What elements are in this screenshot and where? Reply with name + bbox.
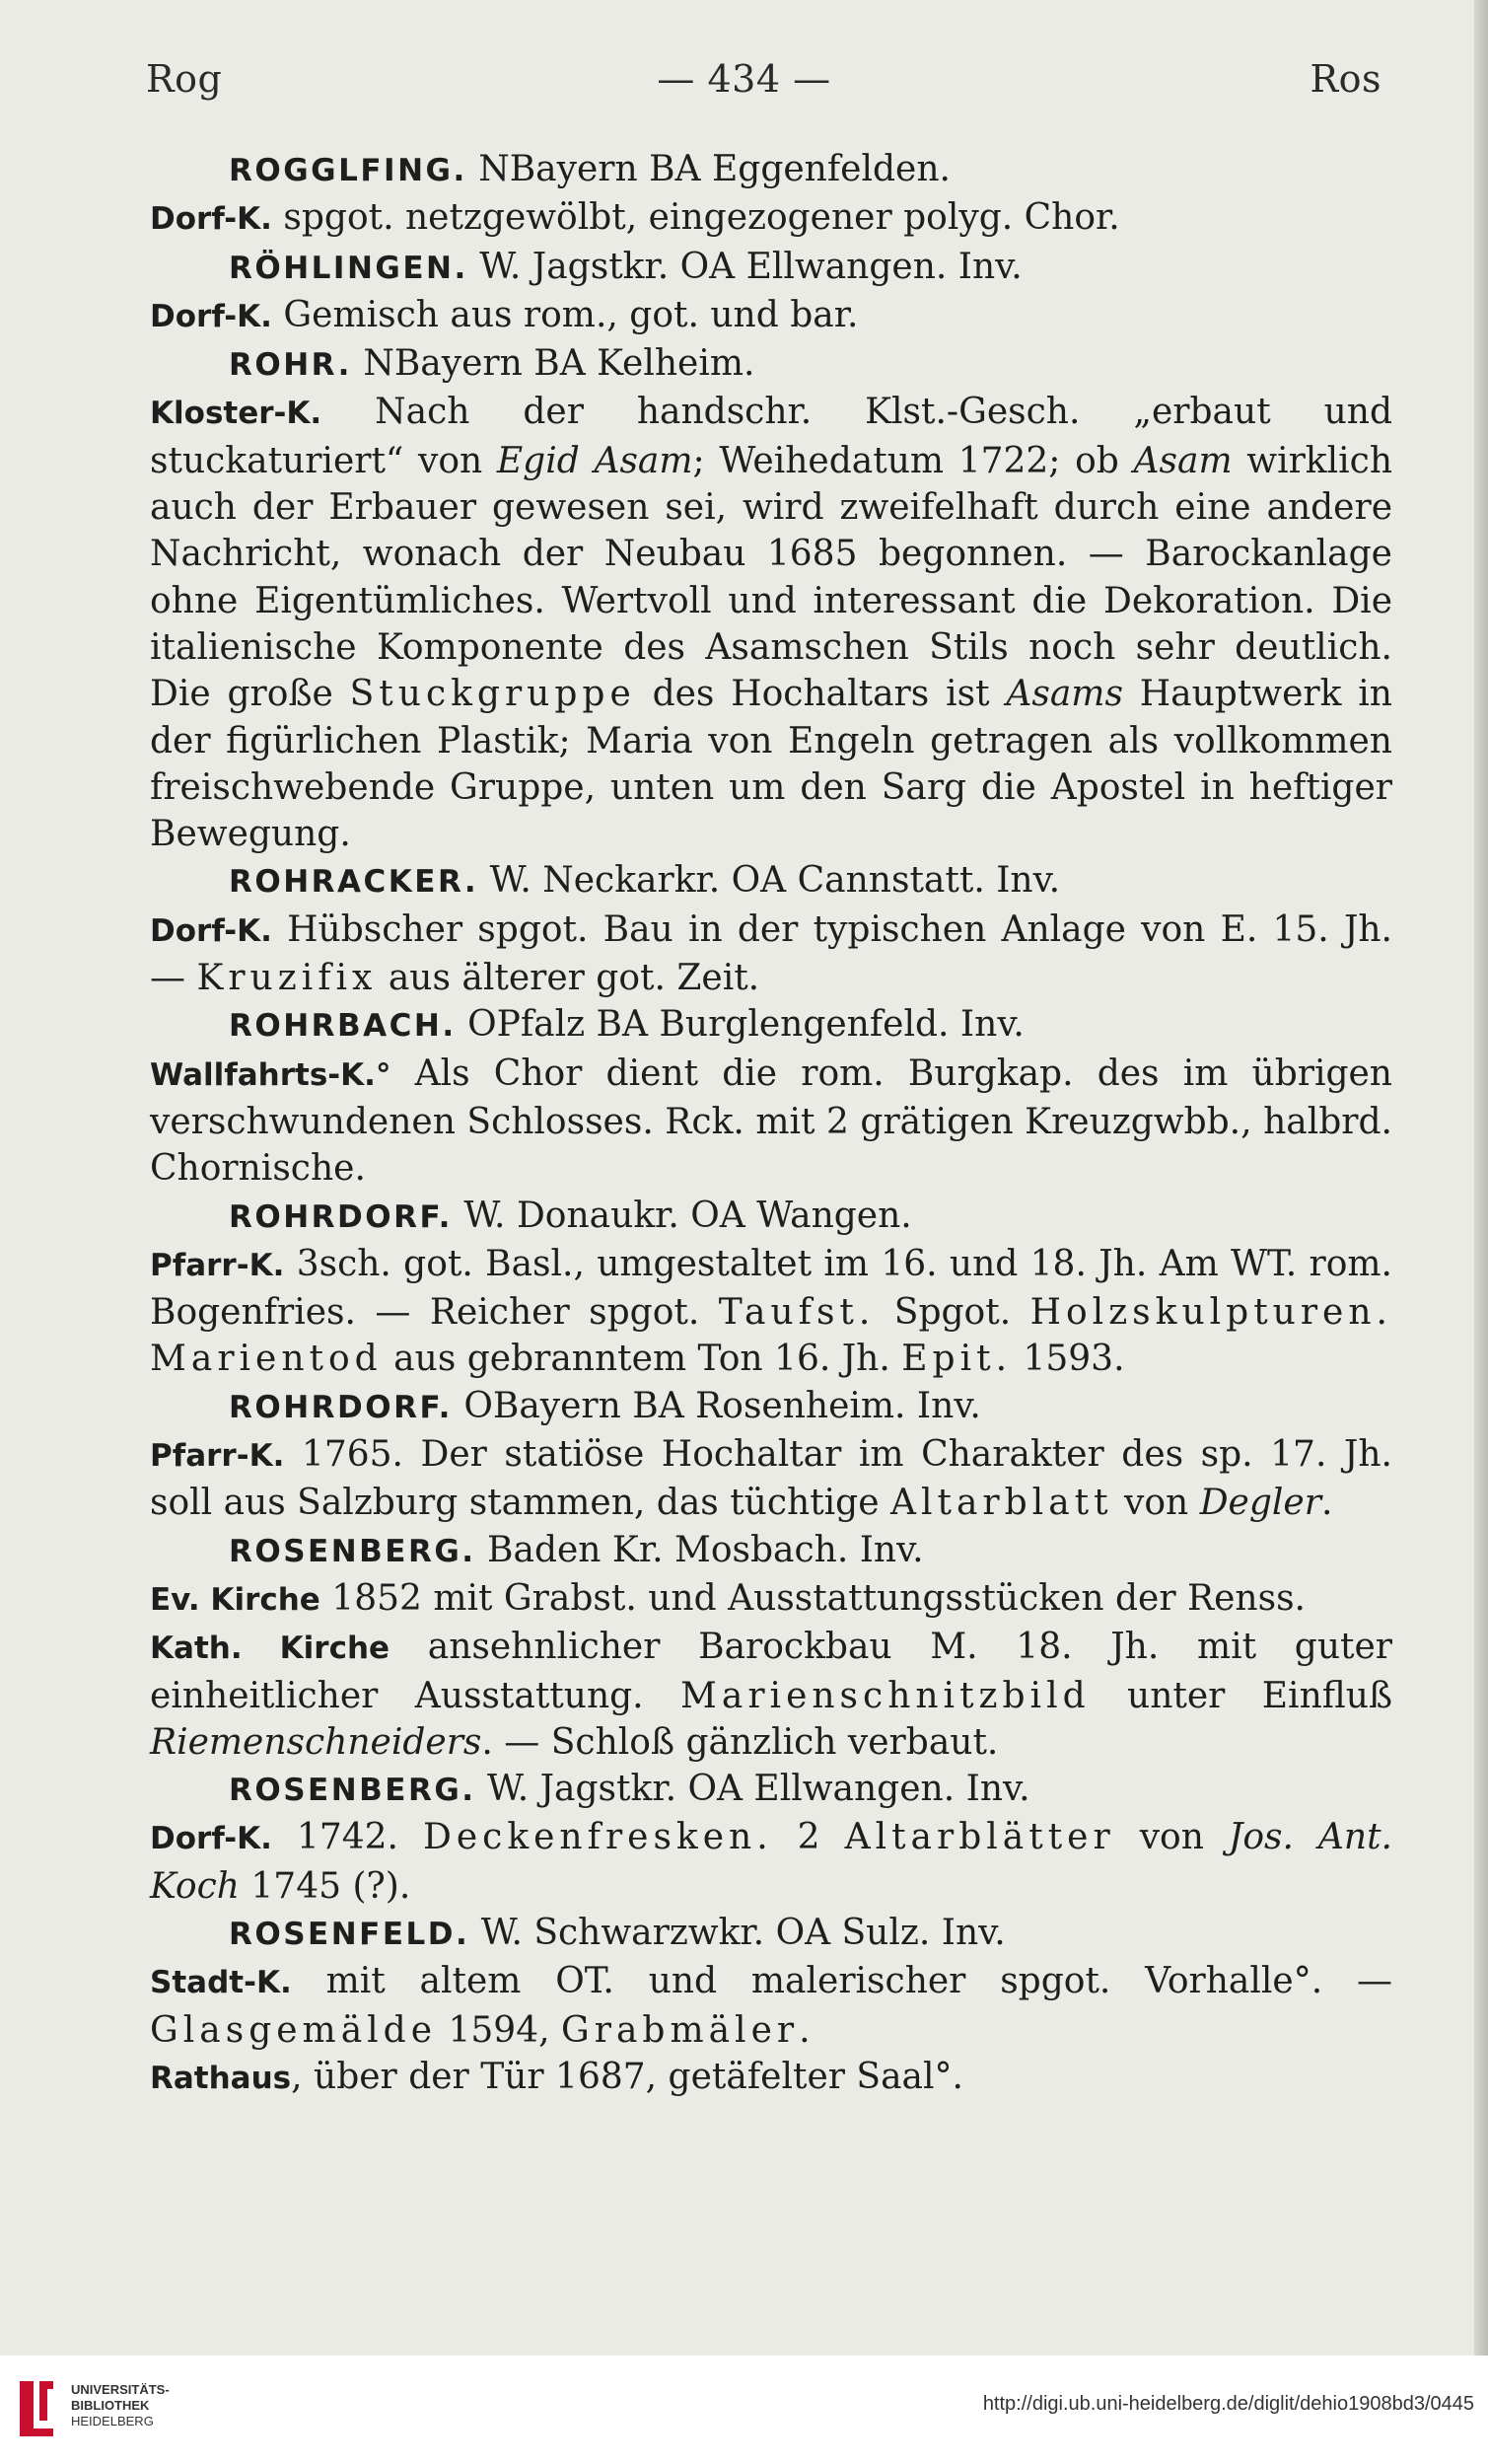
place-heading <box>150 146 1392 194</box>
place-name: ROHR. <box>229 347 352 384</box>
spaced-term: Altarblätter <box>844 1817 1115 1858</box>
entry: Kath. Kirche ansehnlicher Barockbau M. 18. Jh. mit guter einheitlicher Ausstattung. Marienschnitzbild unter Einfluß Riemenschneiders. — Schloß gänzlich verbaut. <box>150 1627 1392 1763</box>
spaced-term: Epit. <box>901 1339 1013 1380</box>
entry: Dorf-K. 1742. Deckenfresken. 2 Altarblätter von Jos. Ant. Koch 1745 (?). <box>150 1817 1392 1907</box>
heidelberg-library-logo-icon <box>14 2373 61 2444</box>
spaced-term: Holzskulpturen. Marientod <box>150 1292 1392 1380</box>
place-location: W. Schwarzwkr. OA Sulz. Inv. <box>469 1912 1006 1953</box>
entry: Pfarr-K. 3sch. got. Basl., umgestaltet im 16. und 18. Jh. Am WT. rom. Bogenfries. — Reicher spgot. Taufst. Spgot. Holzskulpturen. Marientod aus gebranntem Ton 16. Jh. Epit. 1593. <box>150 1243 1392 1380</box>
place-name: ROHRDORF. <box>229 1198 453 1235</box>
place-heading <box>150 1766 1392 1814</box>
building-name: Pfarr-K. <box>150 1247 285 1283</box>
place-name: ROHRBACH. <box>229 1008 457 1045</box>
building-name: Wallfahrts-K.° <box>150 1056 391 1093</box>
place-location: W. Neckarkr. OA Cannstatt. Inv. <box>478 860 1061 902</box>
place-heading <box>150 857 1392 906</box>
place-location: NBayern BA Eggenfelden. <box>466 149 951 189</box>
building-name: Dorf-K. <box>150 912 272 949</box>
place-name: ROGGLFING. <box>229 153 467 188</box>
library-name: UNIVERSITÄTS- BIBLIOTHEK HEIDELBERG <box>71 2382 170 2428</box>
place-heading <box>150 1383 1392 1431</box>
entry: Dorf-K. Gemisch aus rom., got. und bar. <box>150 294 859 335</box>
place-heading <box>150 1527 1392 1575</box>
building-name: Pfarr-K. <box>150 1438 285 1475</box>
body-text <box>150 146 1392 2102</box>
artist-name: Asam <box>1133 440 1233 481</box>
entry: Ev. Kirche 1852 mit Grabst. und Ausstattungsstücken der Renss. <box>150 1577 1306 1619</box>
spaced-term: Stuckgruppe <box>349 674 636 715</box>
place-location: Baden Kr. Mosbach. Inv. <box>475 1529 924 1570</box>
entry: Stadt-K. mit altem OT. und malerischer spgot. Vorhalle°. — Glasgemälde 1594, Grabmäler. <box>150 1961 1392 2051</box>
building-name: Dorf-K. <box>150 298 272 334</box>
place-heading <box>150 1910 1392 1958</box>
place-heading <box>150 1193 1392 1241</box>
building-name: Kloster-K. <box>150 396 322 432</box>
spaced-term: Taufst. <box>718 1292 876 1334</box>
spaced-term: Altarblatt <box>889 1483 1113 1524</box>
page-number: — 434 — <box>657 57 831 101</box>
entry: Kloster-K. Nach der handschr. Klst.-Gesch. „erbaut und stuckaturiert“ von Egid Asam; Weihedatum 1722; ob Asam wirklich auch der Erbauer gewesen sei, wird zweifelhaft durch eine andere Nachricht, wonach der Neubau 1685 begonnen. — Barockanlage ohne Eigentümliches. Wertvoll und interessant die Dekoration. Die italienische Komponente des Asamschen Stils noch sehr deutlich. Die große Stuckgruppe des Hochaltars ist Asams Hauptwerk in der figürlichen Plastik; Maria von Engeln getragen als vollkommen freischwebende Gruppe, unten um den Sarg die Apostel in heftiger Bewegung. <box>150 392 1392 855</box>
spaced-term: Grabmäler <box>560 2009 800 2051</box>
place-heading <box>150 340 1392 389</box>
spaced-term: Kruzifix <box>196 958 378 999</box>
place-name: ROHRACKER. <box>229 864 479 901</box>
spaced-term: Marienschnitzbild <box>680 1675 1091 1716</box>
place-name: ROHRDORF. <box>229 1389 453 1425</box>
place-location: W. Jagstkr. OA Ellwangen. Inv. <box>467 246 1023 287</box>
place-location: OPfalz BA Burglengenfeld. Inv. <box>456 1004 1025 1046</box>
building-name: Dorf-K. <box>150 201 272 238</box>
place-heading <box>150 1001 1392 1050</box>
place-name: ROSENBERG. <box>229 1773 476 1809</box>
artist-name: Degler <box>1199 1483 1321 1524</box>
place-name: ROSENFELD. <box>229 1916 470 1952</box>
place-name: ROSENBERG. <box>229 1533 476 1569</box>
entry: Pfarr-K. 1765. Der statiöse Hochaltar im Charakter des sp. 17. Jh. soll aus Salzburg stammen, das tüchtige Altarblatt von Degler. <box>150 1434 1392 1524</box>
entry: Dorf-K. spgot. netzgewölbt, eingezogener polyg. Chor. <box>150 197 1120 239</box>
place-location: NBayern BA Kelheim. <box>351 343 755 385</box>
place-heading <box>150 244 1392 292</box>
place-location: W. Jagstkr. OA Ellwangen. Inv. <box>475 1769 1030 1810</box>
place-name: RÖHLINGEN. <box>229 250 468 286</box>
artist-name: Asams <box>1006 674 1123 715</box>
entry: Rathaus, über der Tür 1687, getäfelter Saal°. <box>150 2056 963 2097</box>
viewer-footer <box>0 2355 1488 2464</box>
building-name: Rathaus <box>150 2060 292 2096</box>
building-name: Ev. Kirche <box>150 1581 320 1618</box>
spaced-term: Glasgemälde <box>150 2009 438 2051</box>
place-location: W. Donaukr. OA Wangen. <box>452 1195 912 1236</box>
spaced-term: Deckenfresken. <box>422 1817 773 1858</box>
building-name: Kath. Kirche <box>150 1631 390 1667</box>
place-location: OBayern BA Rosenheim. Inv. <box>452 1385 981 1426</box>
artist-name: Riemenschneiders <box>150 1721 482 1763</box>
artist-name: Egid Asam <box>496 440 693 481</box>
building-name: Stadt-K. <box>150 1965 292 2001</box>
entry: Dorf-K. Hübscher spgot. Bau in der typischen Anlage von E. 15. Jh. — Kruzifix aus älterer got. Zeit. <box>150 908 1392 999</box>
building-name: Dorf-K. <box>150 1821 272 1857</box>
running-head-left: Rog <box>146 57 223 101</box>
artist-name: Jos. Ant. Koch <box>150 1817 1392 1907</box>
running-head-right: Ros <box>1310 57 1382 101</box>
entry: Wallfahrts-K.° Als Chor dient die rom. Burgkap. des im übrigen verschwundenen Schlosses. Rck. mit 2 grätigen Kreuzgwbb., halbrd. Chornische. <box>150 1052 1392 1190</box>
permalink-url[interactable]: http://digi.ub.uni-heidelberg.de/diglit/dehio1908bd3/0445 <box>982 2393 1474 2415</box>
